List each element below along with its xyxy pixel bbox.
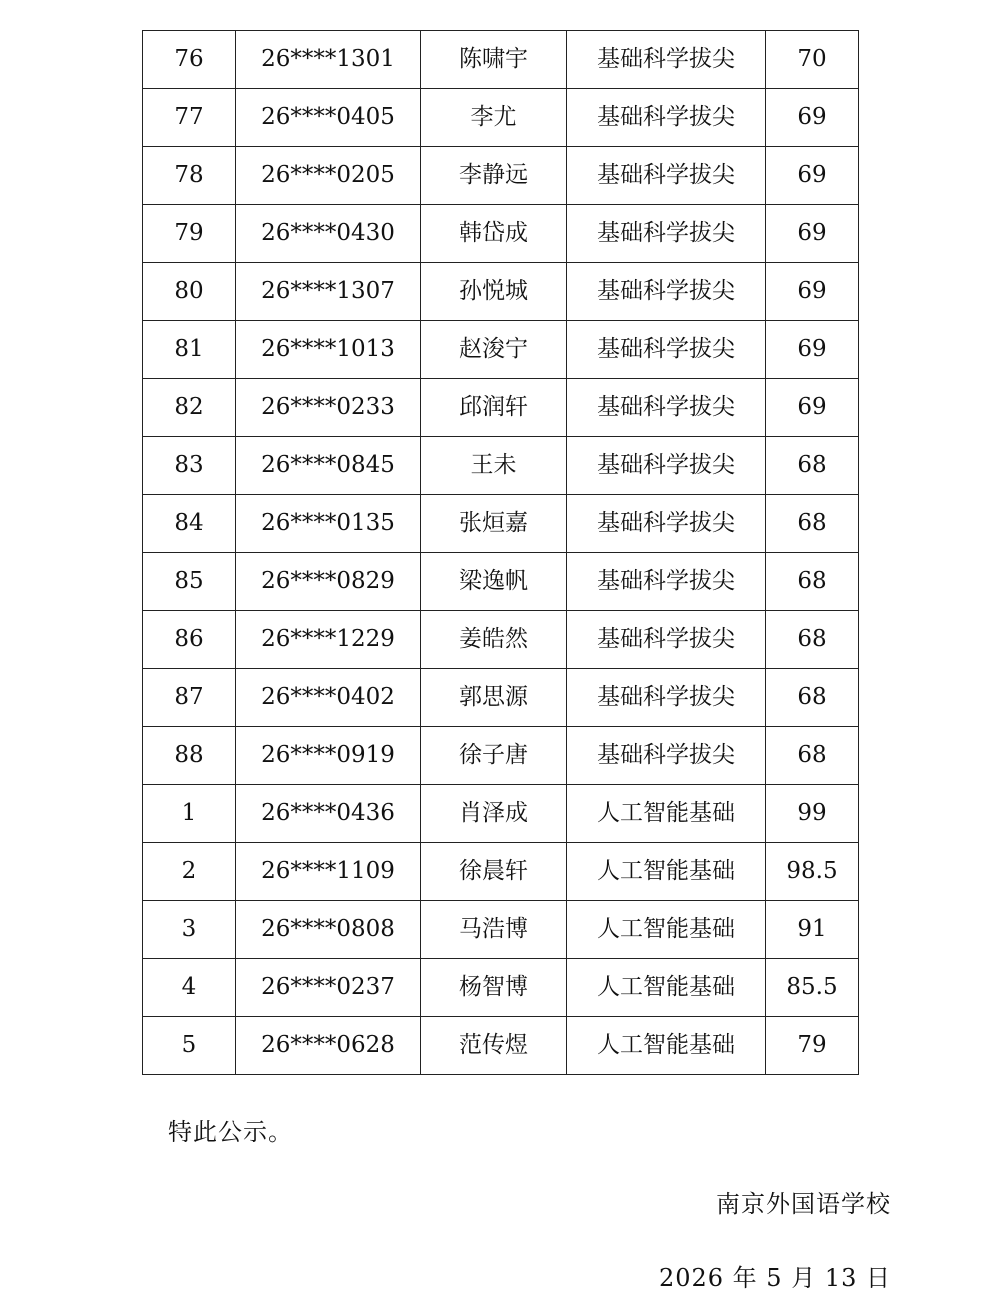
program-cell: 基础科学拔尖 [567, 31, 766, 89]
exam-id-cell: 26****0628 [236, 1017, 421, 1075]
student-name-cell: 王未 [421, 437, 567, 495]
program-cell: 人工智能基础 [567, 901, 766, 959]
row-index-cell: 1 [143, 785, 236, 843]
score-cell: 68 [766, 669, 859, 727]
program-cell: 基础科学拔尖 [567, 321, 766, 379]
exam-id-cell: 26****1229 [236, 611, 421, 669]
row-index-cell: 2 [143, 843, 236, 901]
student-name-cell: 杨智博 [421, 959, 567, 1017]
table-row [143, 379, 859, 437]
row-index-cell: 85 [143, 553, 236, 611]
program-cell: 基础科学拔尖 [567, 263, 766, 321]
score-cell: 98.5 [766, 843, 859, 901]
program-cell: 基础科学拔尖 [567, 89, 766, 147]
program-cell: 人工智能基础 [567, 843, 766, 901]
table-row [143, 205, 859, 263]
score-cell: 79 [766, 1017, 859, 1075]
table-row [143, 437, 859, 495]
row-index-cell: 87 [143, 669, 236, 727]
score-cell: 68 [766, 553, 859, 611]
table-row [143, 843, 859, 901]
student-name-cell: 陈啸宇 [421, 31, 567, 89]
student-name-cell: 邱润轩 [421, 379, 567, 437]
table-row [143, 89, 859, 147]
score-cell: 91 [766, 901, 859, 959]
program-cell: 基础科学拔尖 [567, 147, 766, 205]
table-row [143, 553, 859, 611]
exam-id-cell: 26****1301 [236, 31, 421, 89]
row-index-cell: 78 [143, 147, 236, 205]
row-index-cell: 5 [143, 1017, 236, 1075]
score-cell: 99 [766, 785, 859, 843]
exam-id-cell: 26****0919 [236, 727, 421, 785]
table-row [143, 611, 859, 669]
student-name-cell: 梁逸帆 [421, 553, 567, 611]
results-table [142, 30, 859, 1075]
score-cell: 69 [766, 321, 859, 379]
school-signature: 南京外国语学校 [716, 1190, 891, 1218]
table-row [143, 785, 859, 843]
row-index-cell: 84 [143, 495, 236, 553]
exam-id-cell: 26****0430 [236, 205, 421, 263]
table-row [143, 147, 859, 205]
score-cell: 70 [766, 31, 859, 89]
program-cell: 基础科学拔尖 [567, 727, 766, 785]
program-cell: 基础科学拔尖 [567, 553, 766, 611]
table-row [143, 669, 859, 727]
score-cell: 69 [766, 89, 859, 147]
row-index-cell: 3 [143, 901, 236, 959]
exam-id-cell: 26****1013 [236, 321, 421, 379]
exam-id-cell: 26****0845 [236, 437, 421, 495]
exam-id-cell: 26****0233 [236, 379, 421, 437]
student-name-cell: 李尤 [421, 89, 567, 147]
student-name-cell: 韩岱成 [421, 205, 567, 263]
exam-id-cell: 26****1109 [236, 843, 421, 901]
table-row [143, 495, 859, 553]
program-cell: 基础科学拔尖 [567, 495, 766, 553]
table-row [143, 727, 859, 785]
student-name-cell: 徐晨轩 [421, 843, 567, 901]
exam-id-cell: 26****0808 [236, 901, 421, 959]
score-cell: 68 [766, 727, 859, 785]
program-cell: 基础科学拔尖 [567, 611, 766, 669]
student-name-cell: 孙悦城 [421, 263, 567, 321]
score-cell: 68 [766, 495, 859, 553]
score-cell: 68 [766, 437, 859, 495]
table-row [143, 263, 859, 321]
row-index-cell: 76 [143, 31, 236, 89]
score-cell: 69 [766, 147, 859, 205]
student-name-cell: 赵浚宁 [421, 321, 567, 379]
program-cell: 基础科学拔尖 [567, 205, 766, 263]
exam-id-cell: 26****0436 [236, 785, 421, 843]
publish-date: 2026 年 5 月 13 日 [658, 1264, 891, 1292]
exam-id-cell: 26****1307 [236, 263, 421, 321]
score-cell: 68 [766, 611, 859, 669]
student-name-cell: 徐子唐 [421, 727, 567, 785]
student-name-cell: 李静远 [421, 147, 567, 205]
program-cell: 人工智能基础 [567, 959, 766, 1017]
score-cell: 69 [766, 263, 859, 321]
student-name-cell: 肖泽成 [421, 785, 567, 843]
table-row [143, 1017, 859, 1075]
exam-id-cell: 26****0405 [236, 89, 421, 147]
exam-id-cell: 26****0135 [236, 495, 421, 553]
row-index-cell: 81 [143, 321, 236, 379]
program-cell: 基础科学拔尖 [567, 669, 766, 727]
row-index-cell: 77 [143, 89, 236, 147]
notice-text: 特此公示。 [168, 1118, 293, 1146]
exam-id-cell: 26****0205 [236, 147, 421, 205]
exam-id-cell: 26****0829 [236, 553, 421, 611]
program-cell: 基础科学拔尖 [567, 379, 766, 437]
student-name-cell: 姜皓然 [421, 611, 567, 669]
program-cell: 人工智能基础 [567, 785, 766, 843]
table-row [143, 321, 859, 379]
student-name-cell: 范传煜 [421, 1017, 567, 1075]
student-name-cell: 张烜嘉 [421, 495, 567, 553]
score-cell: 69 [766, 379, 859, 437]
row-index-cell: 80 [143, 263, 236, 321]
table-row [143, 959, 859, 1017]
exam-id-cell: 26****0237 [236, 959, 421, 1017]
row-index-cell: 4 [143, 959, 236, 1017]
row-index-cell: 79 [143, 205, 236, 263]
student-name-cell: 马浩博 [421, 901, 567, 959]
table-row [143, 31, 859, 89]
program-cell: 基础科学拔尖 [567, 437, 766, 495]
row-index-cell: 83 [143, 437, 236, 495]
score-cell: 85.5 [766, 959, 859, 1017]
results-table-body [143, 31, 859, 1075]
table-row [143, 901, 859, 959]
row-index-cell: 82 [143, 379, 236, 437]
score-cell: 69 [766, 205, 859, 263]
student-name-cell: 郭思源 [421, 669, 567, 727]
row-index-cell: 86 [143, 611, 236, 669]
exam-id-cell: 26****0402 [236, 669, 421, 727]
program-cell: 人工智能基础 [567, 1017, 766, 1075]
row-index-cell: 88 [143, 727, 236, 785]
